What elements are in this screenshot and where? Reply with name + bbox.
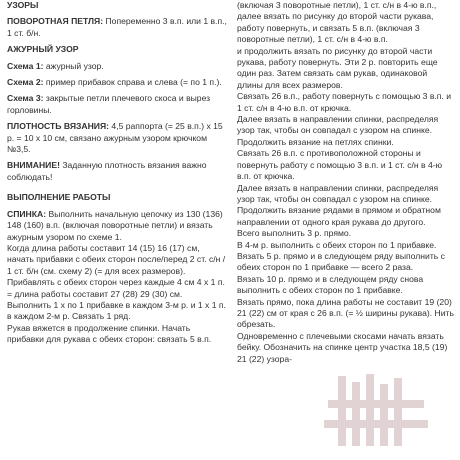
scheme-3-paragraph <box>7 93 228 116</box>
scheme-1-label: Схема 1: <box>7 60 44 71</box>
scheme-2-text: пример прибавок справа и слева (= по 1 п.). <box>43 77 222 88</box>
body-paragraph: Вязать прямо, пока длина работы не составит 19 (20) 21 (22) см от края с 26 в.п. (= ½ ширины рукава). Нить обрезать. <box>237 296 454 330</box>
right-column <box>237 0 455 365</box>
body-paragraph: В 4-м р. выполнить с обеих сторон по 1 прибавке. <box>237 239 437 250</box>
body-paragraph: Вязать 10 р. прямо и в следующем ряду снова выполнить с обеих сторон по 1 прибавке. <box>237 273 424 296</box>
body-paragraph: Связать 26 в.п., работу повернуть с помощью 3 в.п. и 1 ст. с/н в 4-ю в.п. от крючка. <box>237 91 452 113</box>
scheme-3-label: Схема 3: <box>7 93 44 104</box>
section-title-work: ВЫПОЛНЕНИЕ РАБОТЫ <box>7 192 111 203</box>
body-paragraph: Прибавлять с обеих сторон через каждые 4 см 4 х 1 п. = длина работы составит 27 (28) 29 (30) см. Выполнить 1 х по 1 прибавке в каждом 3-м р. и 1 х 1 п. в каждом 2-м р. Связать 1 ряд. <box>7 277 226 322</box>
scheme-2-paragraph <box>7 77 228 88</box>
body-paragraph: (включая 3 поворотные петли), 1 ст. с/н в 4-ю в.п., далее вязать по рисунку до второй части рукава, работу повернуть, и связать 5 в.п. (включая 3 поворотные петли), 1 ст. с/н в 4-ю в.п. <box>237 0 437 45</box>
scheme-1-text: ажурный узор. <box>43 60 104 71</box>
density-text: 4,5 раппорта (= 25 в.п.) х 15 р. = 10 х 10 см, связано ажурным узором крючком №3,5. <box>7 121 223 155</box>
body-paragraph: Продолжить вязание на петлях спинки. <box>237 136 394 147</box>
section-title-patterns: УЗОРЫ <box>7 0 39 10</box>
body-paragraph: Вязать 5 р. прямо и в следующем ряду выполнить с обеих сторон по 1 прибавке — всего 2 раза. <box>237 250 445 273</box>
back-paragraph <box>7 209 228 243</box>
body-paragraph: Когда длина работы составит 14 (15) 16 (17) см, начать прибавки с обеих сторон после/перед 2 ст. с/н / 1 ст. б/н (см. схему 2) (= для всех размеров). <box>7 242 226 276</box>
turning-loop-label: ПОВОРОТНАЯ ПЕТЛЯ: <box>7 16 104 27</box>
scheme-3-text: закрытые петли плечевого скоса и вырез горловины. <box>7 93 211 115</box>
turning-loop-paragraph <box>7 16 228 39</box>
body-paragraph: Одновременно с плечевыми скосами начать вязать бейку. Обозначить на спинке центр участка 18,5 (19) 21 (22) узора- <box>237 330 448 364</box>
body-paragraph: Далее вязать в направлении спинки, распределяя узор так, чтобы он совпадал с узором на спинке. <box>237 182 439 204</box>
body-paragraph: Связать 26 в.п. с противоположной стороны и повернуть работу с помощью 3 в.п. и 1 ст. с/н в 4-ю в.п. от крючка. <box>237 148 443 182</box>
watermark-graphic <box>318 370 438 460</box>
turning-loop-text: Попеременно 3 в.п. или 1 в.п., 1 ст. б/н. <box>7 16 227 38</box>
body-paragraph: и продолжить вязать по рисунку до второй части рукава, работу повернуть. Эти 2 р. повторить еще один раз. Затем связать сам рукав, одинаковой длины для всех размеров. <box>237 45 438 90</box>
back-label: СПИНКА: <box>7 208 47 219</box>
section-title-openwork: АЖУРНЫЙ УЗОР <box>7 44 79 55</box>
scheme-2-label: Схема 2: <box>7 77 44 88</box>
warning-text: Заданную плотность вязания важно соблюдать! <box>7 160 207 182</box>
back-text: Выполнить начальную цепочку из 130 (136) 148 (160) в.п. (включая поворотные петли) и вязать ажурным узором по схеме 1. <box>7 208 223 242</box>
body-paragraph: Далее вязать в направлении спинки, распределяя узор так, чтобы он совпадал с узором на спинке. <box>237 114 439 136</box>
body-paragraph: Продолжить вязание рядами в прямом и обратном направлении от одного края рукава до другого. <box>237 205 441 227</box>
warning-paragraph <box>7 160 228 183</box>
body-paragraph: Всего выполнить 3 р. прямо. <box>237 228 352 239</box>
left-column <box>7 0 228 346</box>
density-label: ПЛОТНОСТЬ ВЯЗАНИЯ: <box>7 121 110 132</box>
warning-label: ВНИМАНИЕ! <box>7 160 60 171</box>
density-paragraph <box>7 121 228 155</box>
body-paragraph: Рукав вяжется в продолжение спинки. Начать прибавки для рукава с обеих сторон: связать 5 в.п. <box>7 322 212 345</box>
scheme-1-paragraph <box>7 61 228 72</box>
